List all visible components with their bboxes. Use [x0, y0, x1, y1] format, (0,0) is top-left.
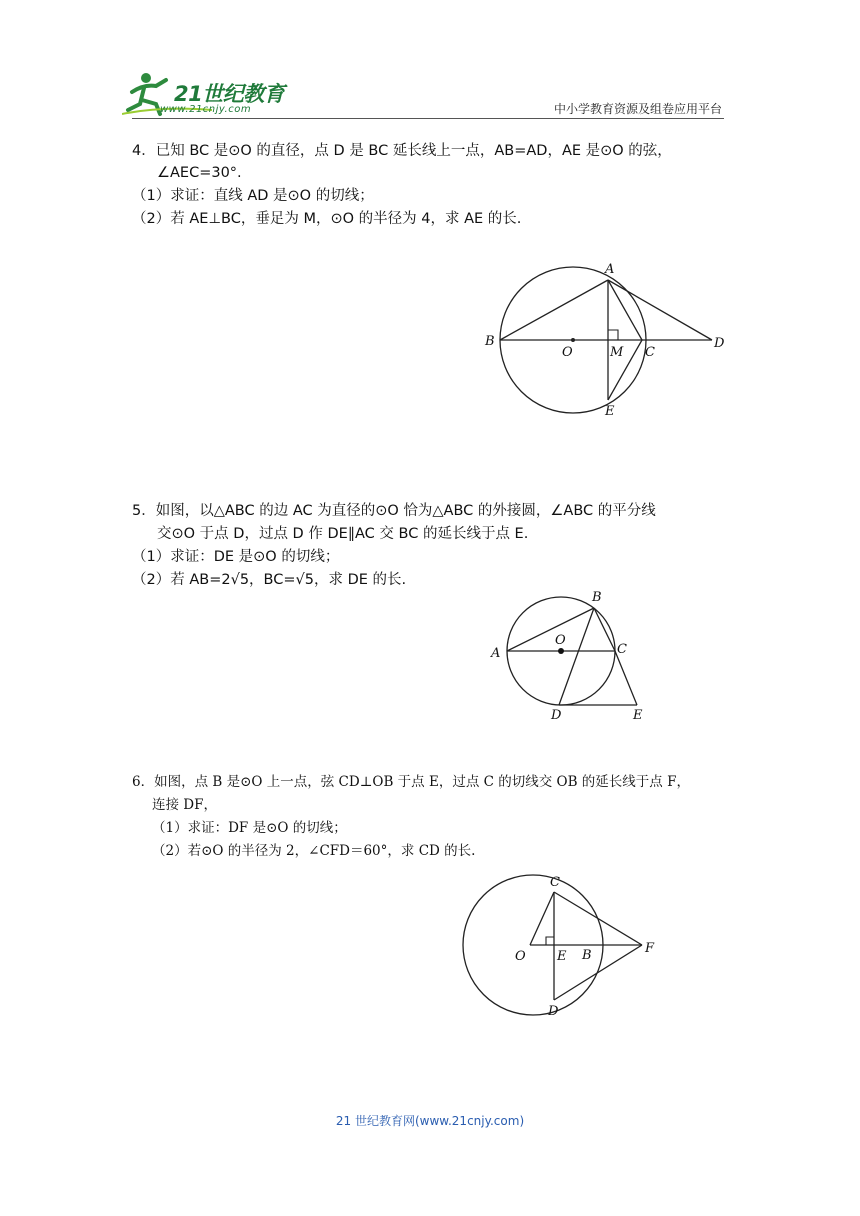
problem-6-line-2: 连接 DF， — [152, 797, 217, 813]
problem-6-part-2: （2）若⊙O 的半径为 2，∠CFD＝60°，求 CD 的长. — [152, 843, 476, 859]
problem-4-part-1: （1）求证：直线 AD 是⊙O 的切线； — [132, 188, 374, 204]
problem-6-part-1: （1）求证：DF 是⊙O 的切线； — [152, 820, 347, 836]
problem-5-figure — [485, 585, 660, 725]
fig6-label-f: F — [645, 941, 655, 956]
page-footer: 21 世纪教育网(www.21cnjy.com) — [335, 1114, 525, 1128]
problem-6-figure — [455, 870, 670, 1020]
fig5-label-e: E — [633, 708, 643, 723]
problem-5-part-2: （2）若 AB=2√5，BC=√5，求 DE 的长. — [132, 572, 407, 588]
fig6-label-b: B — [582, 948, 592, 963]
problem-4-line-2: ∠AEC=30°. — [157, 165, 242, 181]
fig6-label-e: E — [557, 949, 567, 964]
fig4-label-a: A — [605, 262, 615, 277]
problem-4-part-2: （2）若 AE⊥BC，垂足为 M，⊙O 的半径为 4，求 AE 的长. — [132, 211, 522, 227]
fig4-label-m: M — [610, 345, 624, 360]
fig4-label-d: D — [714, 336, 725, 351]
fig6-label-d: D — [548, 1004, 559, 1019]
problem-6-line-1: 6．如图，点 B 是⊙O 上一点，弦 CD⊥OB 于点 E，过点 C 的切线交 OB 的延长线于点 F， — [132, 774, 690, 790]
problem-5-part-1: （1）求证：DE 是⊙O 的切线； — [132, 549, 340, 565]
header-slogan: 中小学教育资源及组卷应用平台 — [553, 102, 722, 116]
fig4-label-e: E — [605, 404, 615, 419]
fig4-label-b: B — [485, 334, 495, 349]
fig6-label-c: C — [550, 875, 560, 890]
fig6-label-o: O — [515, 949, 526, 964]
fig5-label-c: C — [617, 642, 627, 657]
fig4-label-c: C — [645, 345, 655, 360]
fig5-label-a: A — [491, 646, 501, 661]
problem-4-line-1: 4．已知 BC 是⊙O 的直径，点 D 是 BC 延长线上一点，AB=AD，AE 是⊙O 的弦， — [132, 143, 672, 159]
logo-wordmark: 21世纪教育 — [174, 82, 285, 106]
fig5-label-b: B — [592, 590, 602, 605]
fig4-label-o: O — [562, 345, 573, 360]
fig5-label-o: O — [555, 633, 566, 648]
problem-5-line-2: 交⊙O 于点 D，过点 D 作 DE∥AC 交 BC 的延长线于点 E. — [157, 526, 529, 542]
fig5-label-d: D — [551, 708, 562, 723]
problem-4-figure — [480, 255, 730, 430]
problem-5-line-1: 5．如图，以△ABC 的边 AC 为直径的⊙O 恰为△ABC 的外接圆，∠ABC 的平分线 — [132, 503, 656, 519]
header-divider — [132, 118, 724, 119]
logo-url: www.21cnjy.com — [160, 104, 252, 115]
